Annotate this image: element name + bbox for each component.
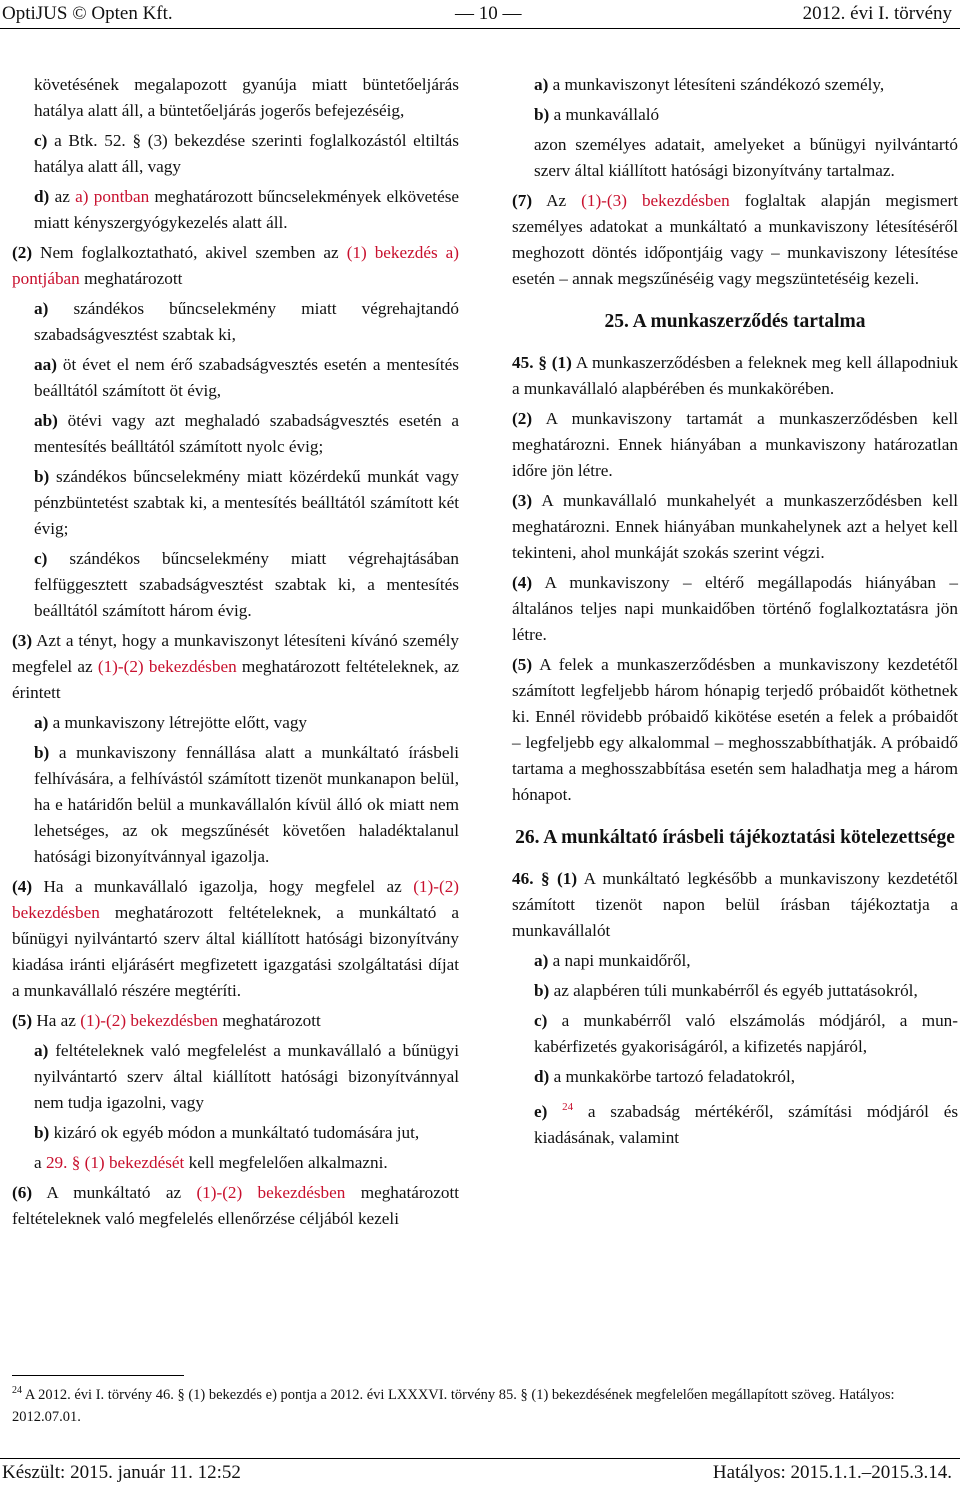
point-c: c) a Btk. 52. § (3) bekezdése szerinti foglalkozástól eltiltás hatálya alatt áll, vagy — [34, 131, 460, 176]
point-3a: a) a munkaviszony létrejötte előtt, vagy — [34, 713, 308, 732]
footer-effective: Hatályos: 2015.1.1.–2015.3.14. — [712, 1462, 952, 1483]
point-46d: d) a munkakörbe tartozó feladatokról, — [534, 1067, 796, 1086]
point-46b: b) az alapbéren túli munkabérről és egyéb juttatásokról, — [534, 981, 918, 1000]
point-46e: e) $^{24}$ a szabadság mértékéről, számítási módjáról és kiadásának, valamint — [534, 1101, 959, 1147]
point-2aa: aa) öt évet el nem érő szabadságvesztés esetén a mentesítés beálltától számított öt évig, — [34, 355, 459, 400]
footnote-divider — [12, 1375, 184, 1376]
page-footer — [0, 1458, 960, 1485]
subsection-3: (3) Azt a tényt, hogy a munkaviszonyt létesíteni kívánó személy megfelel az (1)-(2) bekezdésben meghatározott feltételeknek, az érintett — [12, 631, 459, 702]
header-publisher: OptiJUS © Opten Kft. — [2, 3, 173, 24]
point-2c: c) szándékos bűncselekmény miatt végrehajtásában felfüggesztett szabadságvesztést szabtak ki, a mentesítés beálltától számított három évig. — [34, 549, 459, 620]
footnote-ref[interactable]: 24 — [562, 1101, 574, 1113]
point-d: d) az a) pontban meghatározott bűncselekmények elkövetése miatt kényszergyógykezelés alatt áll. — [34, 187, 460, 232]
section-45-1: 45. § (1) A munkaszerződésben a feleknek meg kell állapodniuk a munkavállaló alapbérében és munkakörében. — [512, 353, 958, 398]
section-46-1: 46. § (1) A munkáltató legkésőbb a munkaviszony kezdetétől számított tizenöt napon belül írásban tájékoztatja a munkavállalót — [512, 869, 958, 940]
point-5b: b) kizáró ok egyéb módon a munkáltató tudomására jut, — [34, 1123, 420, 1142]
footnote-number: 24 — [12, 1385, 22, 1396]
subsection-2: (2) Nem foglalkoztatható, akivel szemben az (1) bekezdés a) pontjában meghatározott — [12, 243, 460, 288]
header-page-number: — 10 — — [455, 3, 522, 24]
point-6a: a) a munkaviszonyt létesíteni szándékozó személy, — [534, 75, 885, 94]
running-header — [0, 2, 960, 29]
point-46a: a) a napi munkaidőről, — [534, 951, 691, 970]
link-1-2-bekezdes[interactable]: (1)-(2) bekezdésben — [196, 1183, 346, 1202]
footnote-text: A 2012. évi I. törvény 46. § (1) bekezdés e) pontja a 2012. évi LXXXVI. törvény 85. § (1) bekezdésének megfelelően megállapított szöveg. Hatályos: 2012.07.01. — [12, 1387, 895, 1425]
link-1-2-bekezdes[interactable]: (1)-(2) bekezdésben — [97, 657, 237, 676]
point-2b: b) szándékos bűncselekmény miatt közérdekű munkát vagy pénzbüntetést szabtak ki, a mentesítés beálltától számított két évig; — [34, 467, 459, 538]
paragraph-continuation: azon személyes adatait, amelyeket a bűnügyi nyilvántartó szerv által kiállított hatósági bizonyítvány tartalmaz. — [534, 135, 958, 180]
link-a-pont[interactable]: a) pontban — [75, 187, 150, 206]
point-46c: c) a munkabérről való elszámolás módjáról, a munkabérfizetés gyakoriságáról, a kifizetés napjáról, — [534, 1011, 958, 1056]
right-column — [512, 72, 958, 1155]
section-45-4: (4) A munkaviszony – eltérő megállapodás hiányában – általános teljes napi munkaidőben történő foglalkoztatásra jön létre. — [512, 573, 958, 644]
subsection-4: (4) Ha a munkavállaló igazolja, hogy megfelel az (1)-(2) bekezdésben meghatározott feltételeknek, a munkáltató a bűnügyi nyilvántartó szerv által kiállított hatósági bizonyítvány kiadása iránti eljárásért megfizetett igazgatási szolgáltatási díjat a munkavállaló részére megtéríti. — [12, 877, 460, 1000]
left-column — [12, 72, 459, 1236]
point-2a: a) szándékos bűncselekmény miatt végrehajtandó szabadságvesztést szabtak ki, — [34, 299, 459, 344]
section-45-3: (3) A munkavállaló munkahelyét a munkaszerződésben kell meghatározni. Ennek hiányában munkahelynek azt a helyet kell tekinteni, ahol munkáját szokás szerint végzi. — [512, 491, 958, 562]
point-2ab: ab) ötévi vagy azt meghaladó szabadságvesztés esetén a mentesítés beálltától számított nyolc évig; — [34, 411, 460, 456]
subsection-5: (5) Ha az (1)-(2) bekezdésben meghatározott — [12, 1011, 321, 1030]
section-45-5: (5) A felek a munkaszerződésben a munkaviszony kezdetétől számított legfeljebb három hónapig terjedő próbaidőt köthetnek ki. Ennél rövidebb próbaidő kikötése esetén a felek a próbaidőt – legfeljebb egy alkalommal – meghosszabbíthatják. A próbaidő tartama a meghosszabbítása esetén sem haladhatja meg a három hónapot. — [512, 655, 958, 804]
section-45-2: (2) A munkaviszony tartamát a munkaszerződésben kell meghatározni. Ennek hiányában a munkaviszony határozatlan időre jön létre. — [512, 409, 958, 480]
point-5-consequence: a 29. § (1) bekezdését kell megfelelően alkalmazni. — [34, 1153, 388, 1172]
point-3b: b) a munkaviszony fennállása alatt a munkáltató írásbeli felhívására, a felhívástól számított tizenöt munkanapon belül, ha e határidőn belül a munkavállalón kívül álló ok miatt nem lehetséges, az ok megszűnését követően haladéktalanul hatósági bizonyítvánnyal igazolja. — [34, 743, 459, 866]
paragraph-continuation: követésének megalapozott gyanúja miatt büntetőeljárás hatálya alatt áll, a büntetőeljárás jogerős befejezéséig, — [34, 75, 459, 120]
header-law-title: 2012. évi I. törvény — [802, 3, 952, 24]
link-1-2-bekezdes[interactable]: (1)-(2) bekezdésben — [80, 1011, 219, 1030]
link-1-2-bekezdes[interactable]: (1)-(2) bekezdésben — [12, 877, 460, 922]
heading-26: 26. A munkáltató írásbeli tájékoztatási kötelezettsége — [515, 827, 955, 848]
subsection-7: (7) Az (1)-(3) bekezdésben foglaltak alapján megismert személyes adatokat a munkáltató a munkaviszony létesítéséről meghozott döntés időpontjáig vagy – munkaviszony létesítése esetén – annak megszűnéséig vagy megszüntetéséig kezeli. — [512, 191, 959, 288]
link-1-bekezdes[interactable]: (1) bekezdés a) pontjában — [12, 243, 460, 288]
heading-25: 25. A munkaszerződés tartalma — [604, 311, 866, 332]
point-5a: a) feltételeknek való megfelelést a munkavállaló a bűnügyi nyilvántartó szerv által kiállított hatósági bizonyítvánnyal nem tudja igazolni, vagy — [34, 1041, 460, 1112]
point-6b: b) a munkavállaló — [534, 105, 660, 124]
footnote — [12, 1380, 958, 1428]
footer-created: Készült: 2015. január 11. 12:52 — [2, 1462, 241, 1483]
subsection-6: (6) A munkáltató az (1)-(2) bekezdésben meghatározott feltételeknek való megfelelés ellenőrzése céljából kezeli — [12, 1183, 460, 1228]
link-1-3-bekezdes[interactable]: (1)-(3) bekezdésben — [581, 191, 730, 210]
link-29-1-bekezdes[interactable]: 29. § (1) bekezdését — [45, 1153, 185, 1172]
